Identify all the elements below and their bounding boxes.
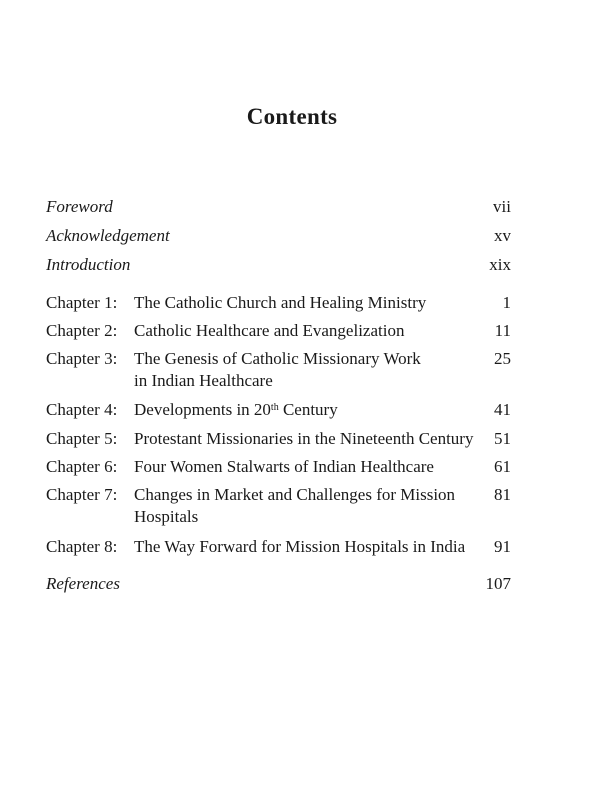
page-title: Contents — [246, 104, 338, 129]
entry-label: Introduction — [46, 255, 131, 274]
chapter-title-continuation: Hospitals — [134, 507, 199, 526]
chapter-label: Chapter 8: — [46, 537, 118, 556]
entry-label: References — [46, 574, 120, 593]
entry-page-number: 107 — [485, 574, 511, 593]
entry-page-number: vii — [493, 197, 511, 216]
chapter-label: Chapter 4: — [46, 400, 118, 419]
chapter-label: Chapter 6: — [46, 457, 118, 476]
entry-page-number: 25 — [494, 349, 511, 368]
chapter-title: Changes in Market and Challenges for Mission — [134, 485, 456, 504]
chapter-label: Chapter 7: — [46, 485, 118, 504]
entry-page-number: xv — [494, 226, 511, 245]
entry-page-number: 11 — [494, 321, 511, 340]
entry-label: Acknowledgement — [46, 226, 170, 245]
chapter-title: Catholic Healthcare and Evangelization — [134, 321, 405, 340]
chapter-title-block — [134, 348, 421, 392]
entry-page-number: 61 — [494, 457, 511, 476]
entry-page-number: 81 — [494, 485, 511, 504]
chapter-title: The Catholic Church and Healing Ministry — [134, 293, 427, 312]
chapter-title: The Genesis of Catholic Missionary Work — [134, 349, 421, 368]
entry-page-number: 1 — [502, 293, 511, 312]
chapter-label: Chapter 1: — [46, 293, 118, 312]
chapter-title-block — [134, 484, 455, 528]
chapter-title: The Way Forward for Mission Hospitals in India — [134, 537, 466, 556]
entry-page-number: 91 — [494, 537, 511, 556]
chapter-title: Protestant Missionaries in the Nineteenth Century — [134, 429, 474, 448]
chapter-label: Chapter 3: — [46, 349, 118, 368]
entry-label: Foreword — [46, 197, 113, 216]
superscript-ordinal: th — [270, 402, 279, 413]
entry-page-number: 41 — [494, 400, 511, 419]
entry-page-number: 51 — [494, 429, 511, 448]
entry-page-number: xix — [489, 255, 511, 274]
chapter-title — [134, 399, 338, 421]
chapter-title: Four Women Stalwarts of Indian Healthcare — [134, 457, 434, 476]
chapter-label: Chapter 2: — [46, 321, 118, 340]
chapter-title-end: Century — [278, 400, 338, 419]
chapter-title-continuation: in Indian Healthcare — [134, 371, 273, 390]
chapter-label: Chapter 5: — [46, 429, 118, 448]
chapter-title-main: Developments in 20 — [134, 400, 271, 419]
